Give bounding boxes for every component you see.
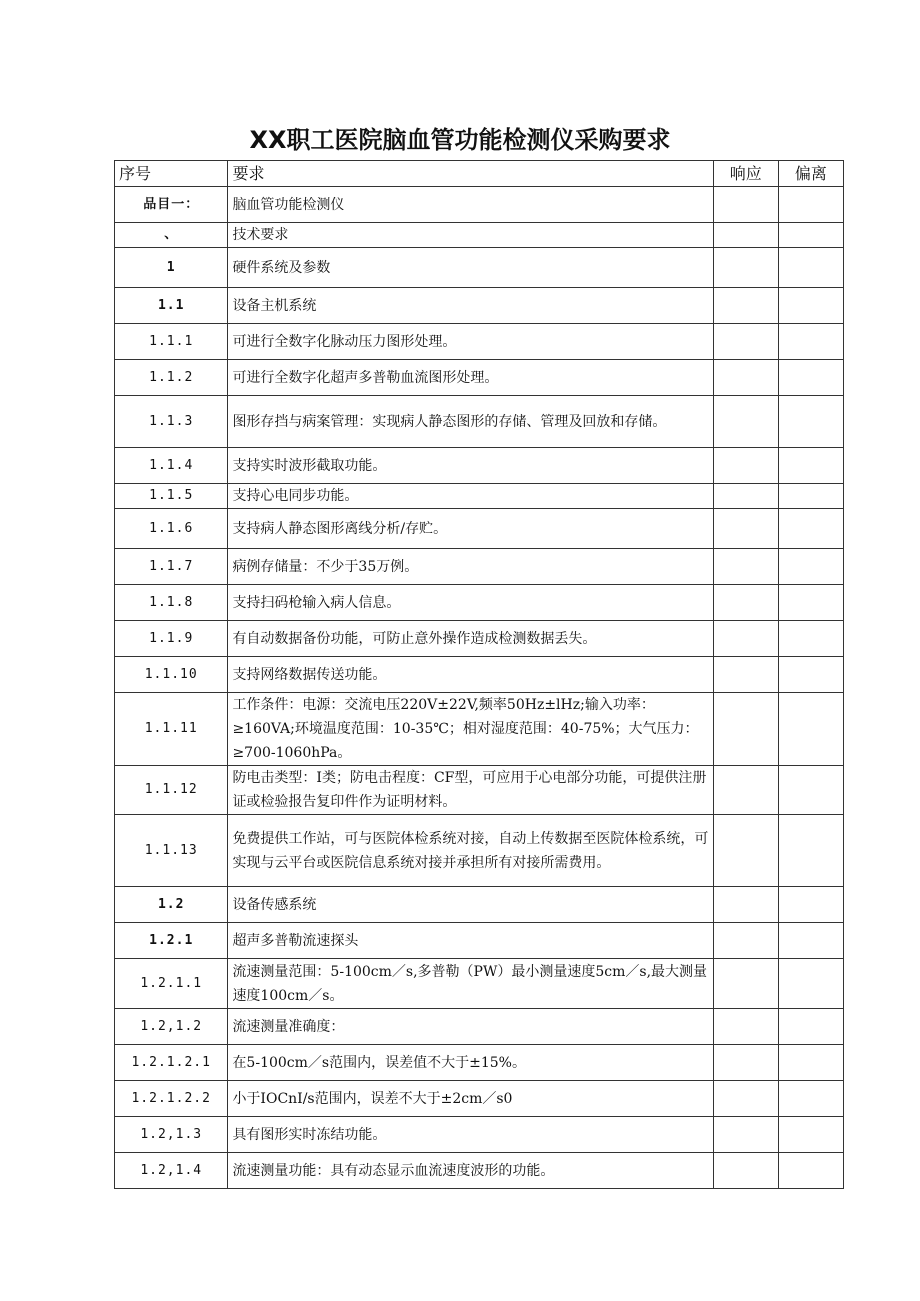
- row-deviation-cell[interactable]: [778, 509, 843, 549]
- table-row: [115, 549, 844, 585]
- row-response-cell[interactable]: [713, 1153, 778, 1189]
- row-requirement: 图形存挡与病案管理：实现病人静态图形的存储、管理及回放和存储。: [228, 396, 713, 448]
- row-response-cell[interactable]: [713, 621, 778, 657]
- requirements-table: [114, 160, 844, 1189]
- row-number: 1.1.1: [115, 324, 228, 360]
- row-number: 1.2.1: [115, 923, 228, 959]
- table-row: [115, 1081, 844, 1117]
- row-deviation-cell[interactable]: [778, 223, 843, 248]
- row-response-cell[interactable]: [713, 509, 778, 549]
- row-requirement: 流速测量功能：具有动态显示血流速度波形的功能。: [228, 1153, 713, 1189]
- row-response-cell[interactable]: [713, 448, 778, 484]
- row-number: 1.1: [115, 288, 228, 324]
- row-response-cell[interactable]: [713, 288, 778, 324]
- row-response-cell[interactable]: [713, 360, 778, 396]
- table-row: [115, 448, 844, 484]
- table-body: [115, 187, 844, 1189]
- row-deviation-cell[interactable]: [778, 248, 843, 288]
- row-number: 1.2,1.4: [115, 1153, 228, 1189]
- row-number: 1.1.8: [115, 585, 228, 621]
- row-deviation-cell[interactable]: [778, 324, 843, 360]
- table-row: [115, 1009, 844, 1045]
- table-row: [115, 248, 844, 288]
- table-row: [115, 815, 844, 887]
- table-row: [115, 484, 844, 509]
- row-number: 1: [115, 248, 228, 288]
- row-response-cell[interactable]: [713, 1009, 778, 1045]
- table-row: [115, 187, 844, 223]
- row-requirement: 流速测量范围：5-100cm／s,多普勒（PW）最小测量速度5cm／s,最大测量速度100cm／s。: [228, 959, 713, 1009]
- row-response-cell[interactable]: [713, 223, 778, 248]
- row-number: 1.2: [115, 887, 228, 923]
- header-deviation: 偏离: [778, 161, 843, 187]
- row-requirement: 工作条件：电源：交流电压220V±22V,频率50Hz±lHz;输入功率：≥160VA;环境温度范围：10-35℃；相对湿度范围：40-75%；大气压力：≥700-1060hPa。: [228, 693, 713, 766]
- row-number: 1.2.1.1: [115, 959, 228, 1009]
- row-requirement: 免费提供工作站，可与医院体检系统对接，自动上传数据至医院体检系统，可实现与云平台或医院信息系统对接并承担所有对接所需费用。: [228, 815, 713, 887]
- row-requirement: 支持扫码枪输入病人信息。: [228, 585, 713, 621]
- row-number: 1.2,1.2: [115, 1009, 228, 1045]
- row-response-cell[interactable]: [713, 396, 778, 448]
- row-deviation-cell[interactable]: [778, 585, 843, 621]
- row-deviation-cell[interactable]: [778, 887, 843, 923]
- row-requirement: 可进行全数字化脉动压力图形处理。: [228, 324, 713, 360]
- row-number: 1.1.7: [115, 549, 228, 585]
- table-row: [115, 288, 844, 324]
- row-response-cell[interactable]: [713, 693, 778, 766]
- row-deviation-cell[interactable]: [778, 360, 843, 396]
- row-deviation-cell[interactable]: [778, 288, 843, 324]
- row-response-cell[interactable]: [713, 324, 778, 360]
- row-requirement: 支持实时波形截取功能。: [228, 448, 713, 484]
- row-deviation-cell[interactable]: [778, 621, 843, 657]
- row-deviation-cell[interactable]: [778, 1045, 843, 1081]
- table-row: [115, 657, 844, 693]
- table-row: [115, 324, 844, 360]
- row-requirement: 支持病人静态图形离线分析/存贮。: [228, 509, 713, 549]
- row-deviation-cell[interactable]: [778, 1081, 843, 1117]
- table-header-row: [115, 161, 844, 187]
- row-number: 1.1.2: [115, 360, 228, 396]
- table-row: [115, 887, 844, 923]
- row-number: 1.2,1.3: [115, 1117, 228, 1153]
- row-deviation-cell[interactable]: [778, 959, 843, 1009]
- row-deviation-cell[interactable]: [778, 1153, 843, 1189]
- row-deviation-cell[interactable]: [778, 657, 843, 693]
- table-row: [115, 585, 844, 621]
- table-row: [115, 1045, 844, 1081]
- row-response-cell[interactable]: [713, 484, 778, 509]
- row-requirement: 防电击类型：I类；防电击程度：CF型，可应用于心电部分功能，可提供注册证或检验报告复印件作为证明材料。: [228, 766, 713, 815]
- row-response-cell[interactable]: [713, 766, 778, 815]
- row-number: 1.1.12: [115, 766, 228, 815]
- header-requirement: 要求: [228, 161, 713, 187]
- row-requirement: 支持心电同步功能。: [228, 484, 713, 509]
- row-response-cell[interactable]: [713, 187, 778, 223]
- table-row: [115, 396, 844, 448]
- row-deviation-cell[interactable]: [778, 693, 843, 766]
- row-response-cell[interactable]: [713, 887, 778, 923]
- row-number: 1.1.4: [115, 448, 228, 484]
- table-row: [115, 959, 844, 1009]
- row-requirement: 病例存储量：不少于35万例。: [228, 549, 713, 585]
- row-requirement: 流速测量准确度：: [228, 1009, 713, 1045]
- row-response-cell[interactable]: [713, 959, 778, 1009]
- table-row: [115, 693, 844, 766]
- row-number: 品目一：: [115, 187, 228, 223]
- row-deviation-cell[interactable]: [778, 923, 843, 959]
- row-deviation-cell[interactable]: [778, 1009, 843, 1045]
- row-requirement: 支持网络数据传送功能。: [228, 657, 713, 693]
- row-requirement: 有自动数据备份功能，可防止意外操作造成检测数据丢失。: [228, 621, 713, 657]
- row-response-cell[interactable]: [713, 815, 778, 887]
- row-response-cell[interactable]: [713, 923, 778, 959]
- row-number: 1.1.13: [115, 815, 228, 887]
- row-response-cell[interactable]: [713, 248, 778, 288]
- row-requirement: 在5-100cm／s范围内，误差值不大于±15%。: [228, 1045, 713, 1081]
- row-number: 1.1.6: [115, 509, 228, 549]
- row-response-cell[interactable]: [713, 1117, 778, 1153]
- row-response-cell[interactable]: [713, 657, 778, 693]
- row-requirement: 超声多普勒流速探头: [228, 923, 713, 959]
- row-number: 1.1.11: [115, 693, 228, 766]
- row-requirement: 小于IOCnI/s范围内，误差不大于±2cm／s0: [228, 1081, 713, 1117]
- row-number: 1.1.10: [115, 657, 228, 693]
- row-response-cell[interactable]: [713, 1045, 778, 1081]
- row-number: 1.2.1.2.2: [115, 1081, 228, 1117]
- row-deviation-cell[interactable]: [778, 1117, 843, 1153]
- row-number: 1.2.1.2.1: [115, 1045, 228, 1081]
- row-deviation-cell[interactable]: [778, 187, 843, 223]
- row-number: 1.1.3: [115, 396, 228, 448]
- table-row: [115, 621, 844, 657]
- row-number: 、: [115, 223, 228, 248]
- table-row: [115, 1153, 844, 1189]
- table-row: [115, 509, 844, 549]
- table-row: [115, 766, 844, 815]
- row-deviation-cell[interactable]: [778, 815, 843, 887]
- row-deviation-cell[interactable]: [778, 448, 843, 484]
- table-row: [115, 923, 844, 959]
- row-number: 1.1.5: [115, 484, 228, 509]
- table-row: [115, 1117, 844, 1153]
- row-number: 1.1.9: [115, 621, 228, 657]
- row-response-cell[interactable]: [713, 585, 778, 621]
- row-requirement: 具有图形实时冻结功能。: [228, 1117, 713, 1153]
- row-deviation-cell[interactable]: [778, 549, 843, 585]
- header-response: 响应: [713, 161, 778, 187]
- row-response-cell[interactable]: [713, 549, 778, 585]
- header-no: 序号: [115, 161, 228, 187]
- row-requirement: 可进行全数字化超声多普勒血流图形处理。: [228, 360, 713, 396]
- page-title: XX职工医院脑血管功能检测仪采购要求: [249, 126, 671, 154]
- table-row: [115, 360, 844, 396]
- row-requirement: 硬件系统及参数: [228, 248, 713, 288]
- row-deviation-cell[interactable]: [778, 766, 843, 815]
- row-deviation-cell[interactable]: [778, 396, 843, 448]
- row-requirement: 设备主机系统: [228, 288, 713, 324]
- row-requirement: 脑血管功能检测仪: [228, 187, 713, 223]
- row-requirement: 技术要求: [228, 223, 713, 248]
- table-row: [115, 223, 844, 248]
- row-deviation-cell[interactable]: [778, 484, 843, 509]
- row-response-cell[interactable]: [713, 1081, 778, 1117]
- row-requirement: 设备传感系统: [228, 887, 713, 923]
